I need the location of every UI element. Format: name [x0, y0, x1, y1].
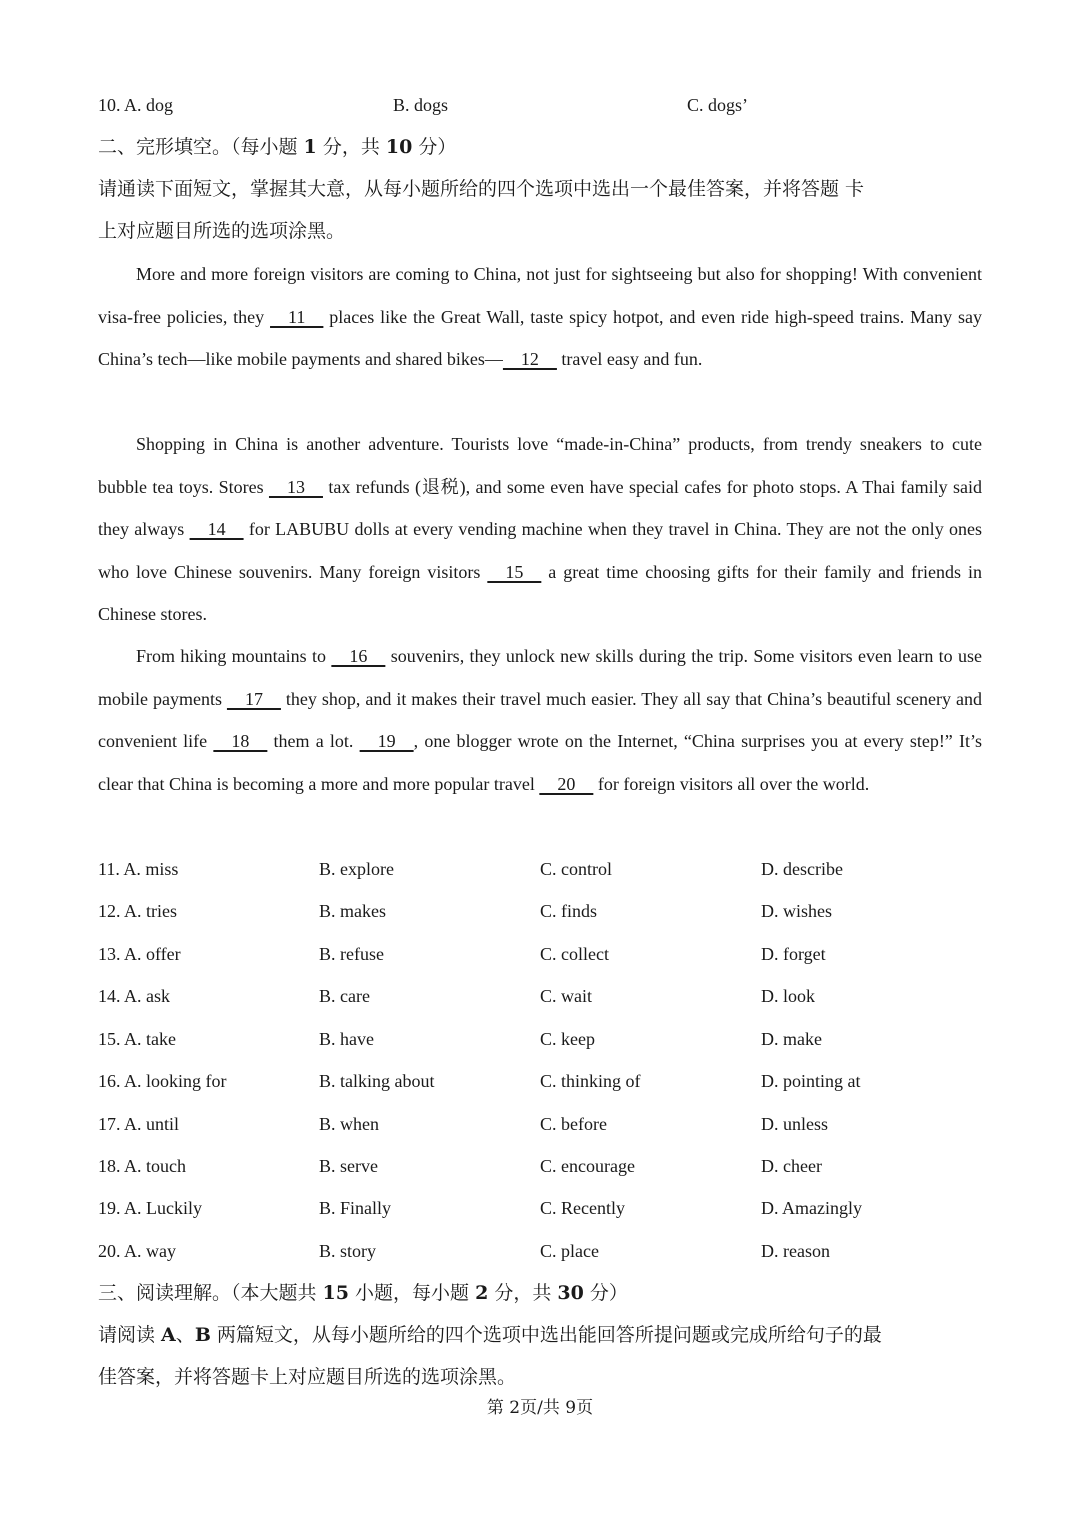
section-2-instruction-line2: 上对应题目所选的选项涂黑。 — [98, 220, 346, 242]
option-b: B. serve — [319, 1156, 378, 1176]
option-d: D. Amazingly — [761, 1198, 862, 1218]
option-10-c: C. dogs’ — [687, 95, 749, 115]
option-d: D. make — [761, 1029, 822, 1049]
option-c: C. wait — [540, 986, 592, 1006]
blank-12: 12 — [502, 349, 557, 369]
option-row-19 — [98, 1193, 982, 1223]
passage-paragraph-2: Shopping in China is another adventure. Tourists love “made-in-China” products, from trendy sneakers to cute bubble tea toys. Stores 13 tax refunds (退税), and some even have special cafes for photo stops. A Thai family said they always 14 for LABUBU dolls at every vending machine when they travel in China. They are not the only ones who love Chinese souvenirs. Many foreign visitors 15 a great time choosing gifts for their family and friends in Chinese stores. — [98, 434, 983, 624]
option-d: D. describe — [761, 859, 843, 879]
option-a: 15. A. take — [98, 1029, 176, 1049]
option-a: 13. A. offer — [98, 944, 181, 964]
option-c: C. Recently — [540, 1198, 625, 1218]
option-d: D. wishes — [761, 901, 832, 921]
option-c: C. finds — [540, 901, 598, 921]
option-d: D. pointing at — [761, 1071, 861, 1091]
question-10-options — [98, 87, 982, 123]
option-b: B. story — [319, 1241, 377, 1261]
option-c: C. control — [540, 859, 612, 879]
option-d: D. cheer — [761, 1156, 822, 1176]
blank-19: 19 — [359, 731, 414, 751]
option-a: 11. A. miss — [98, 859, 179, 879]
passage-paragraph-3: From hiking mountains to 16 souvenirs, they unlock new skills during the trip. Some visitors even learn to use mobile payments 17 they shop, and it makes their travel much easier. They all say that China’s beautiful scenery and convenient life 18 them a lot. 19 , one blogger wrote on the Internet, “China surprises you at every step!” It’s clear that China is becoming a more and more popular travel 20 for foreign visitors all over the world. — [98, 635, 982, 805]
section-3-instruction-line2: 佳答案，并将答题卡上对应题目所选的选项涂黑。 — [98, 1366, 517, 1388]
option-row-12 — [98, 896, 982, 926]
option-c: C. before — [540, 1114, 607, 1134]
option-row-11 — [98, 854, 982, 884]
option-b: B. makes — [319, 901, 386, 921]
section-3-instruction-line1: 请阅读 A、B 两篇短文，从每小题所给的四个选项中选出能回答所提问题或完成所给句子的最 — [98, 1324, 882, 1346]
blank-18: 18 — [213, 731, 268, 751]
option-a: 20. A. way — [98, 1241, 176, 1261]
blank-20: 20 — [539, 773, 594, 794]
option-c: C. place — [540, 1241, 599, 1261]
option-a: 12. A. tries — [98, 901, 177, 921]
option-d: D. look — [761, 986, 815, 1006]
option-c: C. thinking of — [540, 1071, 641, 1091]
option-row-18 — [98, 1151, 982, 1181]
option-b: B. talking about — [319, 1071, 435, 1091]
option-row-20 — [98, 1236, 982, 1266]
option-d: D. forget — [761, 944, 826, 964]
option-a: 18. A. touch — [98, 1156, 186, 1176]
option-row-17 — [98, 1109, 982, 1139]
option-b: B. when — [319, 1114, 379, 1134]
option-d: D. unless — [761, 1114, 828, 1134]
option-a: 19. A. Luckily — [98, 1198, 202, 1218]
option-b: B. Finally — [319, 1198, 392, 1218]
option-b: B. refuse — [319, 944, 384, 964]
option-c: C. collect — [540, 944, 609, 964]
option-b: B. have — [319, 1029, 374, 1049]
passage-paragraph-1: More and more foreign visitors are coming to China, not just for sightseeing but also for shopping! With convenient visa-free policies, they 11 places like the Great Wall, taste spicy hotpot, and even ride high-speed trains. Many say China’s tech—like mobile payments and shared bikes— 12 travel easy and fun. — [98, 253, 982, 381]
option-10-a: 10. A. dog — [98, 95, 174, 115]
option-row-14 — [98, 981, 982, 1011]
section-2-title: 二、完形填空。（每小题 1 分，共 10 分） — [98, 136, 457, 158]
blank-16: 16 — [331, 646, 386, 666]
option-b: B. explore — [319, 859, 394, 879]
page-number-footer: 第 2页/共 9页 — [486, 1398, 594, 1418]
blank-13: 13 — [268, 476, 323, 497]
option-c: C. keep — [540, 1029, 595, 1049]
option-10-b: B. dogs — [393, 95, 449, 115]
blank-11: 11 — [270, 306, 324, 327]
option-row-16 — [98, 1066, 982, 1096]
option-row-15 — [98, 1024, 982, 1054]
option-b: B. care — [319, 986, 370, 1006]
blank-15: 15 — [487, 561, 542, 582]
option-a: 16. A. looking for — [98, 1071, 227, 1091]
option-a: 17. A. until — [98, 1114, 180, 1134]
section-2-instruction-line1: 请通读下面短文，掌握其大意，从每小题所给的四个选项中选出一个最佳答案，并将答题 卡 — [98, 178, 865, 200]
section-3-title: 三、阅读理解。（本大题共 15 小题，每小题 2 分，共 30 分） — [98, 1282, 628, 1304]
option-a: 14. A. ask — [98, 986, 170, 1006]
option-c: C. encourage — [540, 1156, 635, 1176]
option-d: D. reason — [761, 1241, 830, 1261]
blank-14: 14 — [189, 519, 244, 539]
blank-17: 17 — [226, 688, 281, 709]
option-row-13 — [98, 939, 982, 969]
